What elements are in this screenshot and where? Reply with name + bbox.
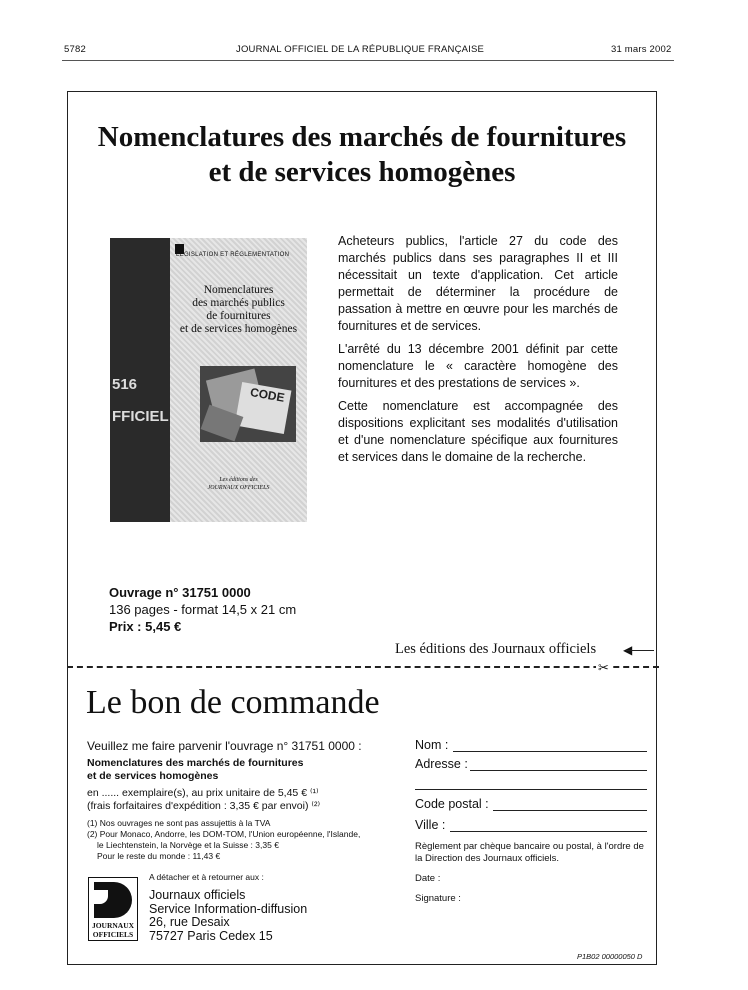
journaux-officiels-logo [88,877,138,941]
footnote: Pour le reste du monde : 11,43 € [97,851,221,861]
cover-face [170,238,307,522]
description-paragraph-2: L'arrêté du 13 décembre 2001 définit par cette nomenclature le « caractère homogène des fournitures et des prestations de services ». [338,342,618,390]
order-product-line2: et de services homogènes [87,770,219,782]
code-postal-field[interactable] [493,810,647,811]
adresse-label: Adresse : [415,757,468,771]
logo-text-line: JOURNAUX [91,921,135,930]
address-line: 26, rue Desaix [149,915,230,929]
code-postal-label: Code postal : [415,797,489,811]
return-address [149,889,307,943]
book-price: Prix : 5,45 € [109,619,182,634]
address-line: 75727 Paris Cedex 15 [149,928,273,943]
payment-instruction: Règlement par chèque bancaire ou postal, à l'ordre de la Direction des Journaux officiels. [415,841,644,864]
cover-photo-label: CODE [249,385,286,405]
cover-title-line: Nomenclatures [203,284,274,296]
arrow-left-icon: ◀ [623,643,633,657]
cover-kicker: LÉGISLATION ET RÉGLEMENTATION [176,252,290,258]
order-intro: Veuillez me faire parvenir l'ouvrage n° 31751 0000 : [87,739,362,753]
detach-instruction: A détacher et à retourner aux : [149,872,264,882]
journal-title: JOURNAL OFFICIEL DE LA RÉPUBLIQUE FRANÇAISE [236,44,485,55]
logo-text-line: OFFICIELS [92,930,134,939]
cover-publisher-line: JOURNAUX OFFICIELS [207,485,270,491]
cover-photo [200,366,296,442]
book-number: Ouvrage n° 31751 0000 [109,585,251,600]
cover-publisher [170,476,307,492]
footnote: le Liechtenstein, la Norvège et la Suisse : 3,35 € [97,840,279,850]
arrow-line [626,650,654,651]
cut-line [67,666,659,668]
description-paragraph-1: Acheteurs publics, l'article 27 du code des marchés publics dans ses paragraphes II et III nécessitait un texte d'application. Cet article permettait de déterminer la procédure de passation à mettre en œuvre pour les marchés de fournitures et de services. [338,234,618,333]
signature-label[interactable]: Signature : [415,893,461,904]
spine-text-1: 516 [112,376,138,393]
ville-field[interactable] [450,831,647,832]
quantity-line: en ...... exemplaire(s), au prix unitaire de 5,45 € ⁽¹⁾ [87,787,319,799]
nom-field[interactable] [453,751,647,752]
page-number: 5782 [64,44,86,55]
scissors-icon: ✂ [598,660,609,675]
issue-date: 31 mars 2002 [611,44,672,55]
date-label[interactable]: Date : [415,873,441,884]
book-format: 136 pages - format 14,5 x 21 cm [109,602,297,617]
nom-label: Nom : [415,738,449,752]
description-paragraph-3: Cette nomenclature est accompagnée des dispositions explicitant ses modalités d'utilisation et d'une nomenclature spécifique aux fournitures et services dans le domaine de la recherche. [338,399,618,464]
order-product-line1: Nomenclatures des marchés de fournitures [87,757,304,769]
footnote: (2) Pour Monaco, Andorre, les DOM-TOM, l'Union européenne, l'Islande, [87,829,361,839]
cover-publisher-line: Les éditions des [219,477,258,483]
spine-text-2: FFICIEL [112,408,169,425]
cover-title-line: des marchés publics [192,297,285,309]
main-title-line2: et de services homogènes [208,156,516,188]
book-spine [110,238,170,522]
address-line: Service Information-diffusion [149,901,308,916]
main-title-line1: Nomenclatures des marchés de fournitures [97,121,627,153]
ville-label: Ville : [415,818,446,832]
cover-title-line: et de services homogènes [179,323,298,335]
logo-icon [94,882,132,918]
adresse-field-line2[interactable] [415,789,647,790]
description [338,233,618,472]
cover-title [170,284,307,336]
shipping-line: (frais forfaitaires d'expédition : 3,35 € par envoi) ⁽²⁾ [87,800,321,812]
footnote: (1) Nos ouvrages ne sont pas assujettis à la TVA [87,818,271,828]
header-rule [62,60,674,61]
adresse-field[interactable] [470,770,647,771]
book-details [109,584,296,635]
address-line: Journaux officiels [149,888,246,902]
book-cover [110,238,307,522]
editions-label: Les éditions des Journaux officiels [395,641,597,657]
order-form-title: Le bon de commande [86,684,380,721]
reference-code: P1B02 00000050 D [577,952,643,961]
cover-title-line: de fournitures [206,310,271,322]
